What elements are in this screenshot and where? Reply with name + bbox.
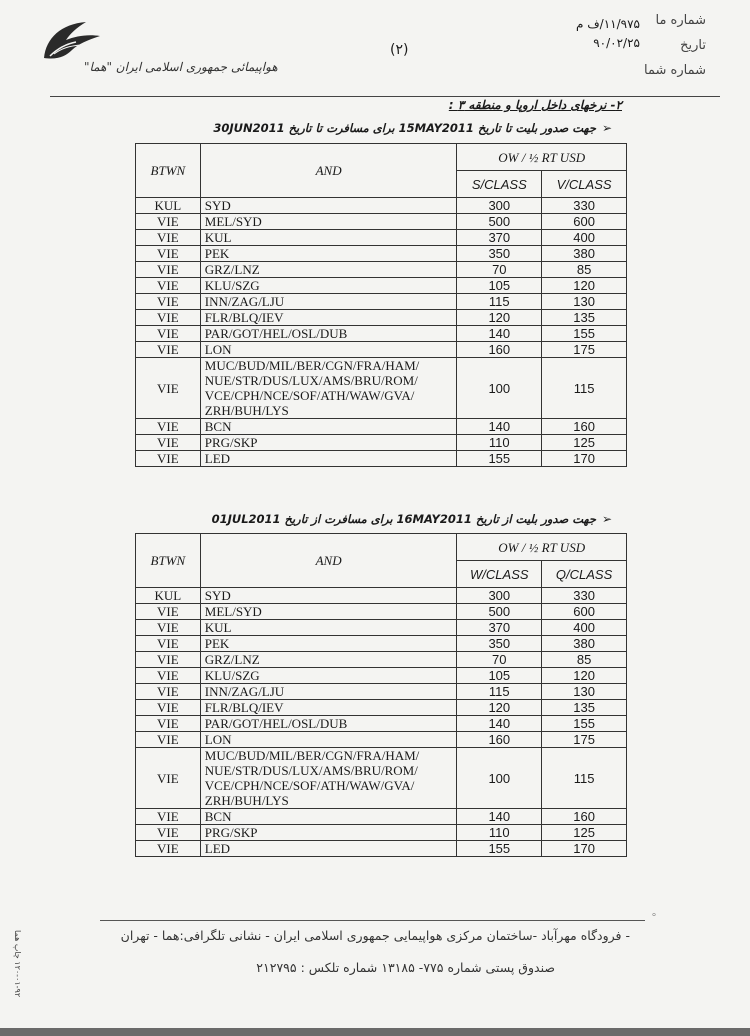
destinations-cell: BCN: [200, 419, 457, 435]
fare-class2-cell: 115: [542, 358, 627, 419]
origin-cell: KUL: [136, 198, 201, 214]
destinations-cell: PAR/GOT/HEL/OSL/DUB: [200, 326, 457, 342]
fare-class2-cell: 330: [542, 198, 627, 214]
fare-class1-cell: 70: [457, 262, 542, 278]
class-q-header: Q/CLASS: [542, 561, 627, 588]
fare-table-2: [135, 533, 627, 857]
fare-class2-cell: 170: [542, 451, 627, 467]
destinations-cell: KLU/SZG: [200, 668, 457, 684]
reference-number: ۱۱/۹۷۵/ف م: [575, 17, 640, 31]
table2-body: [136, 588, 627, 857]
logo-caption: هواپیمائی جمهوری اسلامی ایران "هما": [84, 60, 278, 74]
col-btwn-header: BTWN: [136, 534, 201, 588]
fare-class2-cell: 175: [542, 342, 627, 358]
origin-cell: VIE: [136, 825, 201, 841]
table-row: [136, 419, 627, 435]
destinations-cell: GRZ/LNZ: [200, 652, 457, 668]
table-row: [136, 684, 627, 700]
destinations-cell: INN/ZAG/LJU: [200, 294, 457, 310]
fare-class2-cell: 120: [542, 278, 627, 294]
fare-class1-cell: 140: [457, 326, 542, 342]
table-row: [136, 716, 627, 732]
table-row: [136, 310, 627, 326]
fare-class1-cell: 350: [457, 636, 542, 652]
page-number: (۲): [390, 42, 409, 58]
table-row: [136, 809, 627, 825]
table-row: [136, 700, 627, 716]
destinations-cell: PRG/SKP: [200, 435, 457, 451]
table-row: [136, 342, 627, 358]
header-divider: [50, 96, 720, 97]
fare-class1-cell: 105: [457, 668, 542, 684]
class-v-header: V/CLASS: [542, 171, 627, 198]
destinations-cell: MUC/BUD/MIL/BER/CGN/FRA/HAM/ NUE/STR/DUS/LUX/AMS/BRU/ROM/ VCE/CPH/NCE/SOF/ATH/WAW/GVA/ ZRH/BUH/LYS: [200, 748, 457, 809]
origin-cell: VIE: [136, 841, 201, 857]
fare-class1-cell: 500: [457, 214, 542, 230]
table-row: [136, 841, 627, 857]
fare-table-1: [135, 143, 627, 467]
origin-cell: VIE: [136, 310, 201, 326]
destinations-cell: LED: [200, 451, 457, 467]
col-and-header: AND: [200, 534, 457, 588]
destinations-cell: PEK: [200, 246, 457, 262]
origin-cell: VIE: [136, 748, 201, 809]
fare-class1-cell: 300: [457, 588, 542, 604]
fare-class2-cell: 160: [542, 419, 627, 435]
fare-class2-cell: 380: [542, 246, 627, 262]
origin-cell: VIE: [136, 620, 201, 636]
fare-class2-cell: 120: [542, 668, 627, 684]
table-row: [136, 732, 627, 748]
fare-class1-cell: 120: [457, 700, 542, 716]
table-row: [136, 198, 627, 214]
destinations-cell: KLU/SZG: [200, 278, 457, 294]
fare-class2-cell: 400: [542, 620, 627, 636]
table-row: [136, 668, 627, 684]
table-row: [136, 278, 627, 294]
destinations-cell: SYD: [200, 588, 457, 604]
table-row: [136, 294, 627, 310]
destinations-cell: SYD: [200, 198, 457, 214]
table-row: [136, 435, 627, 451]
fare-class2-cell: 400: [542, 230, 627, 246]
fare-class1-cell: 500: [457, 604, 542, 620]
our-number-label: شماره ما: [655, 13, 706, 28]
origin-cell: VIE: [136, 652, 201, 668]
origin-cell: VIE: [136, 246, 201, 262]
table-row: [136, 246, 627, 262]
ow-rt-usd-header: OW / ½ RT USD: [457, 144, 627, 171]
table-row: [136, 652, 627, 668]
table-row: [136, 214, 627, 230]
destinations-cell: MEL/SYD: [200, 604, 457, 620]
origin-cell: VIE: [136, 419, 201, 435]
origin-cell: VIE: [136, 214, 201, 230]
fare-class1-cell: 140: [457, 716, 542, 732]
origin-cell: VIE: [136, 732, 201, 748]
destinations-cell: LED: [200, 841, 457, 857]
fare-class2-cell: 155: [542, 326, 627, 342]
fare-class1-cell: 115: [457, 294, 542, 310]
scan-bottom-edge: [0, 1028, 750, 1036]
table-row: [136, 636, 627, 652]
destinations-cell: FLR/BLQ/IEV: [200, 310, 457, 326]
table2-subtitle: [212, 512, 612, 526]
origin-cell: VIE: [136, 451, 201, 467]
destinations-cell: FLR/BLQ/IEV: [200, 700, 457, 716]
fare-class2-cell: 85: [542, 262, 627, 278]
footer-divider: [100, 920, 645, 921]
col-btwn-header: BTWN: [136, 144, 201, 198]
origin-cell: VIE: [136, 809, 201, 825]
table-row: [136, 451, 627, 467]
origin-cell: VIE: [136, 668, 201, 684]
destinations-cell: BCN: [200, 809, 457, 825]
fare-class1-cell: 110: [457, 435, 542, 451]
destinations-cell: MEL/SYD: [200, 214, 457, 230]
origin-cell: VIE: [136, 684, 201, 700]
form-code-text: ۱۲۰-۰۱-۹۲ چاپ هما: [13, 930, 22, 998]
fare-class2-cell: 135: [542, 700, 627, 716]
origin-cell: VIE: [136, 326, 201, 342]
fare-class1-cell: 120: [457, 310, 542, 326]
table-row: [136, 748, 627, 809]
destinations-cell: LON: [200, 732, 457, 748]
bullet-arrow-icon: ➢: [601, 121, 612, 135]
destinations-cell: INN/ZAG/LJU: [200, 684, 457, 700]
fare-class2-cell: 600: [542, 604, 627, 620]
fare-class1-cell: 70: [457, 652, 542, 668]
fare-class2-cell: 175: [542, 732, 627, 748]
fare-class1-cell: 300: [457, 198, 542, 214]
table1-subtitle-text: جهت صدور بلیت تا تاریخ 15MAY2011 برای مسافرت تا تاریخ 30JUN2011: [213, 121, 596, 135]
origin-cell: KUL: [136, 588, 201, 604]
fare-class2-cell: 125: [542, 435, 627, 451]
bullet-arrow-icon: ➢: [601, 512, 612, 526]
origin-cell: VIE: [136, 262, 201, 278]
origin-cell: VIE: [136, 230, 201, 246]
destinations-cell: PEK: [200, 636, 457, 652]
fare-class2-cell: 170: [542, 841, 627, 857]
table-row: [136, 588, 627, 604]
destinations-cell: PAR/GOT/HEL/OSL/DUB: [200, 716, 457, 732]
table-row: [136, 326, 627, 342]
origin-cell: VIE: [136, 358, 201, 419]
col-and-header: AND: [200, 144, 457, 198]
origin-cell: VIE: [136, 716, 201, 732]
fare-class2-cell: 135: [542, 310, 627, 326]
origin-cell: VIE: [136, 636, 201, 652]
fare-class2-cell: 130: [542, 684, 627, 700]
destinations-cell: PRG/SKP: [200, 825, 457, 841]
table-row: [136, 358, 627, 419]
origin-cell: VIE: [136, 604, 201, 620]
fare-class1-cell: 140: [457, 809, 542, 825]
table-row: [136, 262, 627, 278]
fare-class1-cell: 160: [457, 732, 542, 748]
form-code: [10, 930, 24, 998]
fare-class2-cell: 85: [542, 652, 627, 668]
table-row: [136, 620, 627, 636]
origin-cell: VIE: [136, 435, 201, 451]
fare-class2-cell: 155: [542, 716, 627, 732]
fare-class1-cell: 140: [457, 419, 542, 435]
footer-mark: °: [652, 912, 656, 923]
table2-subtitle-text: جهت صدور بلیت از تاریخ 16MAY2011 برای مسافرت از تاریخ 01JUL2011: [211, 512, 596, 526]
fare-class1-cell: 350: [457, 246, 542, 262]
table-row: [136, 230, 627, 246]
origin-cell: VIE: [136, 700, 201, 716]
destinations-cell: GRZ/LNZ: [200, 262, 457, 278]
class-s-header: S/CLASS: [457, 171, 542, 198]
class-w-header: W/CLASS: [457, 561, 542, 588]
fare-class2-cell: 380: [542, 636, 627, 652]
footer-address: - فرودگاه مهرآباد -ساختمان مرکزی هواپیمایی جمهوری اسلامی ایران - نشانی تلگرافی:هما - تهران: [120, 928, 630, 943]
fare-class2-cell: 160: [542, 809, 627, 825]
destinations-cell: LON: [200, 342, 457, 358]
destinations-cell: KUL: [200, 620, 457, 636]
fare-class1-cell: 160: [457, 342, 542, 358]
fare-class2-cell: 130: [542, 294, 627, 310]
origin-cell: VIE: [136, 342, 201, 358]
table-row: [136, 825, 627, 841]
origin-cell: VIE: [136, 294, 201, 310]
fare-class2-cell: 125: [542, 825, 627, 841]
reference-values: [576, 15, 640, 53]
table1-subtitle: [213, 121, 612, 135]
fare-class2-cell: 115: [542, 748, 627, 809]
fare-class1-cell: 110: [457, 825, 542, 841]
fare-class1-cell: 100: [457, 748, 542, 809]
letter-date: ۹۰/۰۲/۲۵: [593, 36, 640, 50]
fare-class1-cell: 370: [457, 230, 542, 246]
fare-class1-cell: 155: [457, 841, 542, 857]
table1-body: [136, 198, 627, 467]
fare-class1-cell: 105: [457, 278, 542, 294]
section-title: ۲- نرخهای داخل اروپا و منطقه ۳ :: [448, 98, 622, 112]
fare-class2-cell: 330: [542, 588, 627, 604]
fare-class1-cell: 100: [457, 358, 542, 419]
destinations-cell: KUL: [200, 230, 457, 246]
ow-rt-usd-header: OW / ½ RT USD: [457, 534, 627, 561]
homa-logo: [36, 18, 278, 88]
fare-class1-cell: 115: [457, 684, 542, 700]
table-row: [136, 604, 627, 620]
destinations-cell: MUC/BUD/MIL/BER/CGN/FRA/HAM/ NUE/STR/DUS/LUX/AMS/BRU/ROM/ VCE/CPH/NCE/SOF/ATH/WAW/GVA/ ZRH/BUH/LYS: [200, 358, 457, 419]
footer-postal: صندوق پستی شماره ۷۷۵- ۱۳۱۸۵ شماره تلکس : ۲۱۲۷۹۵: [256, 960, 555, 975]
fare-class1-cell: 370: [457, 620, 542, 636]
origin-cell: VIE: [136, 278, 201, 294]
fare-class2-cell: 600: [542, 214, 627, 230]
date-label: تاریخ: [680, 38, 706, 53]
your-number-label: شماره شما: [644, 63, 706, 78]
fare-class1-cell: 155: [457, 451, 542, 467]
